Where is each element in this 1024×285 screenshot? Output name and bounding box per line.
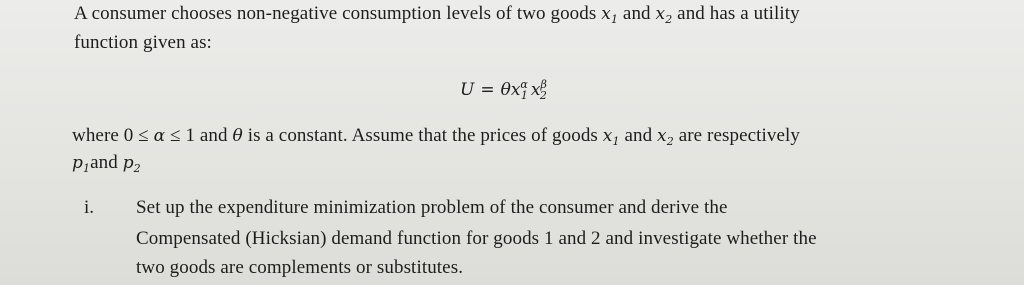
assumption-line-1: where 0 ≤ α ≤ 1 and θ is a constant. Assume that the prices of goods $x_1$ and $x_2$ are respectively bbox=[72, 125, 801, 148]
utility-function: $U = \theta x^\alpha_1$ $x^\beta_2$ bbox=[460, 78, 547, 102]
intro-line-1: A consumer chooses non-negative consumption levels of two goods $x_1$ and $x_2$ and has a utility bbox=[74, 3, 800, 26]
question-line-3: two goods are complements or substitutes. bbox=[136, 257, 464, 278]
question-line-2: Compensated (Hicksian) demand function for goods 1 and 2 and investigate whether the bbox=[136, 228, 817, 249]
price-p2: $p_2$ bbox=[122, 153, 141, 175]
question-numeral: i. bbox=[84, 197, 95, 218]
question-line-1: Set up the expenditure minimization problem of the consumer and derive the bbox=[136, 197, 728, 218]
intro-line-2: function given as: bbox=[74, 32, 212, 53]
price-p1: $p_1$ bbox=[72, 153, 91, 175]
var-x1: $x_1$ bbox=[601, 4, 619, 26]
var-x2: $x_2$ bbox=[655, 4, 673, 26]
prices-line: $p_1and$ $p_2$ bbox=[72, 152, 141, 175]
